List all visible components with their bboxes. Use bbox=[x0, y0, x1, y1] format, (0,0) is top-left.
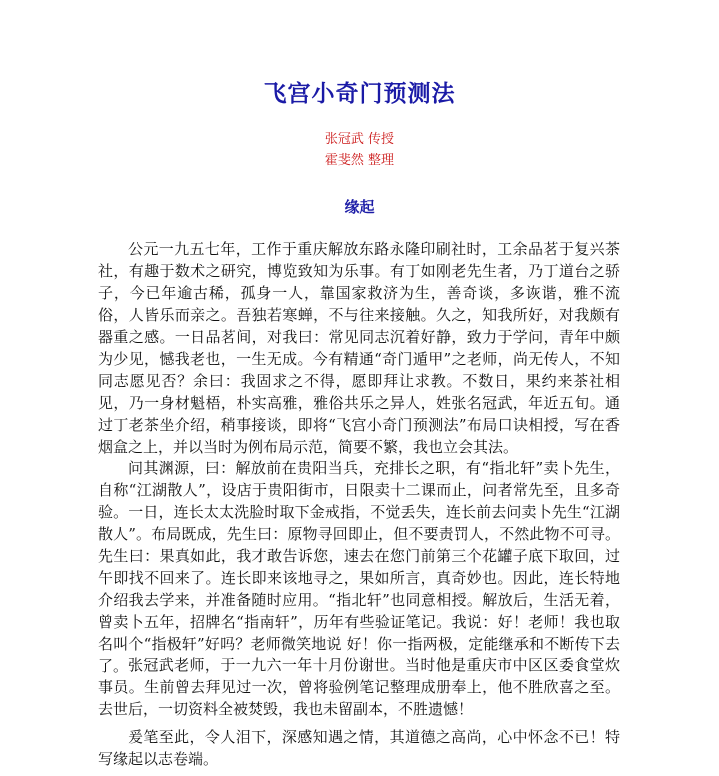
credit-editor: 霍斐然 整理 bbox=[324, 153, 395, 168]
document-title: 飞宫小奇门预测法 bbox=[263, 80, 456, 107]
paragraph-1: 公元一九五七年，工作于重庆解放东路永隆印刷社时，工余品茗于复兴茶社，有趣于数术之研究，博览致知为乐事。有丁如刚老先生者，乃丁道台之骄子，今已年逾古稀，孤身一人，靠国家救济为生，善奇谈，多诙谐，雅不流俗，人皆乐而亲之。吾独若寒蝉，不与往来接触。久之，知我所好，对我颇有器重之感。一日品茗间，对我曰：常见同志沉着好静，致力于学问，青年中颇为少见，憾我老也，一生无成。今有精通“奇门遁甲”之老师，尚无传人，不知同志愿见否？余曰：我固求之不得，愿即拜让求教。不数日，果约来茶社相见，乃一身材魁梧，朴实高雅，雅俗共乐之异人，姓张名冠武，年近五旬。通过丁老茶坐介绍，稍事接谈，即将“飞宫小奇门预测法”布局口诀相授，写在香烟盒之上，并以当时为例布局示范，简要不繁，我也立会其法。 bbox=[98, 240, 620, 456]
paragraph-3: 张冠武老师，于一九六一年十月份谢世。当时他是重庆市中区区委食堂炊事员。生前曾去拜见过一次，曾将验例笔记整理成册奉上，他不胜欣喜之至。去世后，一切资料全被焚毁，我也未留副本，不胜遗憾！ bbox=[98, 656, 620, 718]
section-heading: 缘起 bbox=[344, 198, 375, 216]
credit-teacher: 张冠武 传授 bbox=[324, 132, 395, 147]
paragraph-4: 爰笔至此，令人泪下，深感知遇之情，其道德之高尚，心中怀念不已！特写缘起以志卷端。 bbox=[98, 728, 620, 768]
paragraph-2: 问其渊源，曰：解放前在贵阳当兵，充排长之职，有“指北轩”卖卜先生，自称“江湖散人”，设店于贵阳街市，日限卖十二课而止，问者常先至，且多奇验。一日，连长太太洗脸时取下金戒指，不觉丢失，连长前去问卖卜先生“江湖散人”。布局既成，先生曰：原物寻回即止，但不要责罚人，不然此物不可寻。先生曰：果真如此，我才敢告诉您，速去在您门前第三个花罐子底下取回，过午即找不回来了。连长即来该地寻之，果如所言，真奇妙也。因此，连长特地介绍我去学来，并准备随时应用。“指北轩”也同意相授。解放后，生活无着，曾卖卜五年，招牌名“指南轩”，历年有些验证笔记。我说：好！老师！我也取名叫个“指极轩”好吗？老师微笑地说 好！你一指两极，定能继承和不断传下去了。 bbox=[98, 459, 620, 675]
